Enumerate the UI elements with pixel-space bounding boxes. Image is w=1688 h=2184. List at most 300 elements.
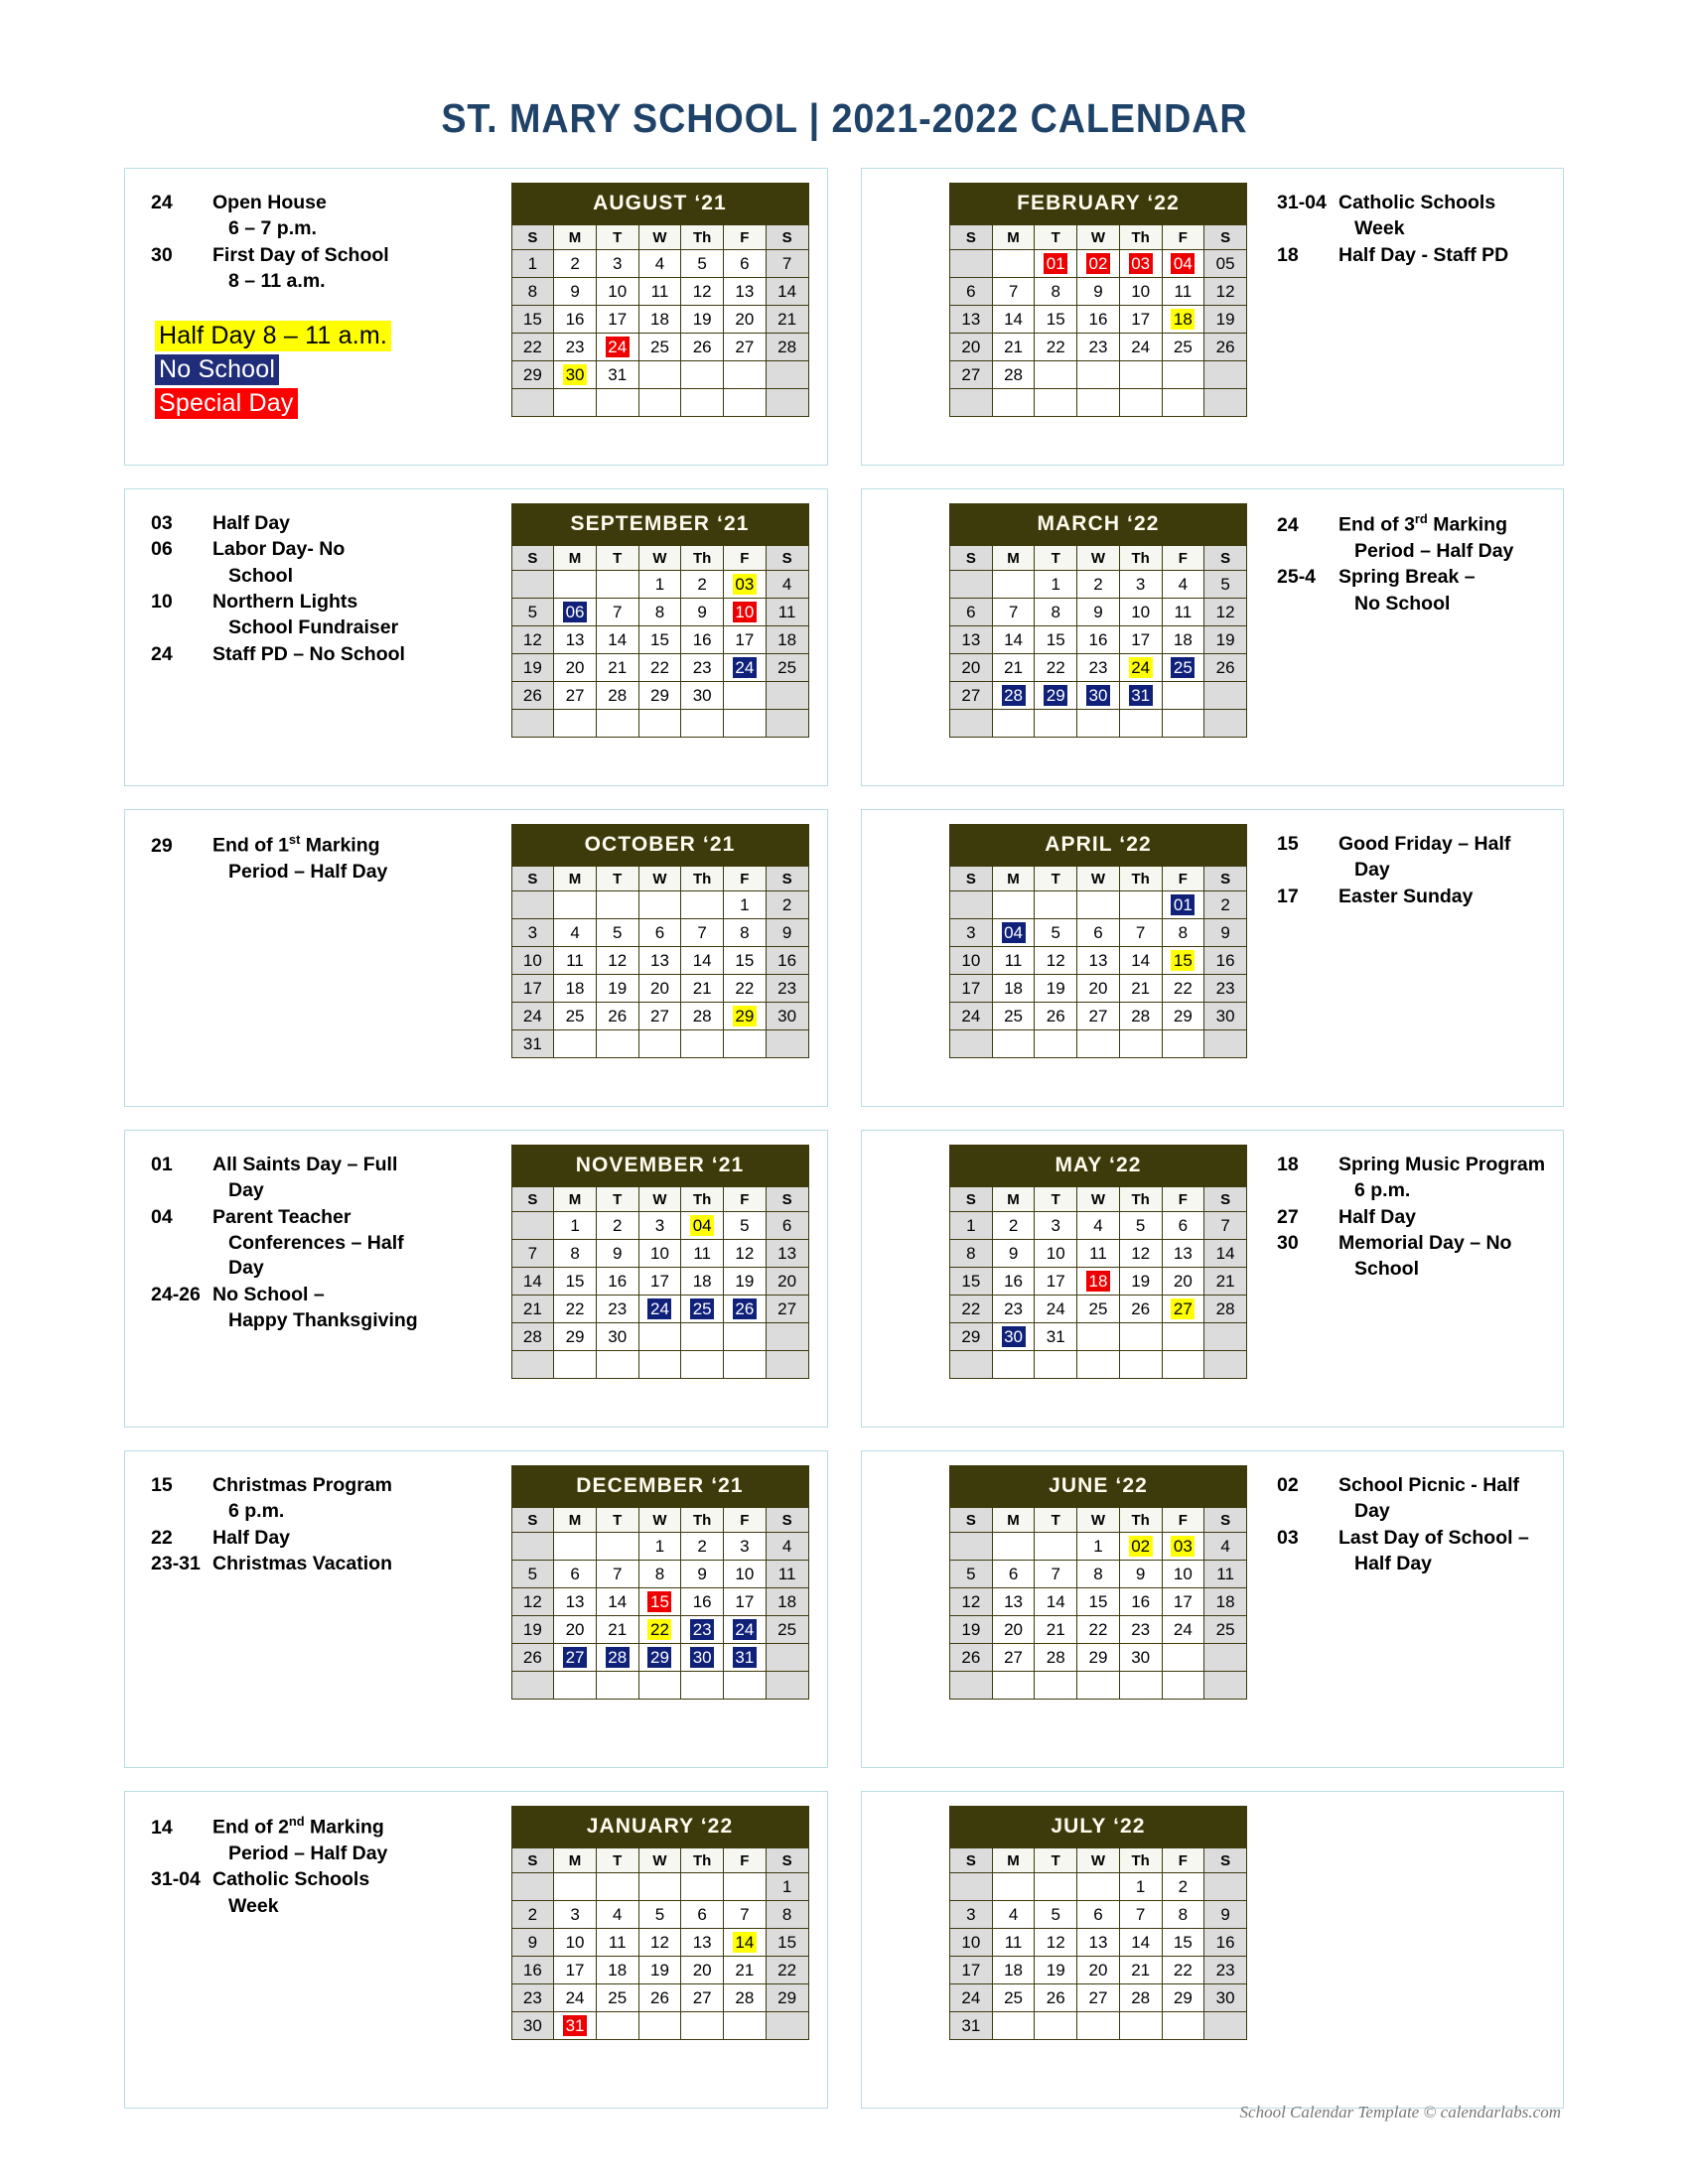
day-cell[interactable] (1077, 1929, 1119, 1956)
day-cell[interactable] (1035, 1929, 1076, 1956)
day-cell[interactable] (724, 626, 766, 653)
day-cell[interactable] (993, 599, 1035, 625)
day-cell[interactable] (597, 1240, 638, 1267)
day-cell[interactable] (1077, 250, 1119, 277)
day-cell[interactable] (554, 710, 596, 737)
day-cell[interactable] (554, 2012, 596, 2039)
day-cell[interactable] (767, 654, 808, 681)
day-cell[interactable] (1035, 1672, 1076, 1699)
day-cell[interactable] (1120, 1588, 1162, 1615)
day-cell[interactable] (767, 947, 808, 974)
day-cell[interactable] (724, 306, 766, 333)
day-cell[interactable] (767, 1003, 808, 1029)
day-cell[interactable] (1035, 1984, 1076, 2011)
day-cell[interactable] (639, 891, 681, 918)
day-cell[interactable] (1077, 1240, 1119, 1267)
day-cell[interactable] (1204, 975, 1246, 1002)
day-cell[interactable] (1204, 361, 1246, 388)
day-cell[interactable] (1035, 1030, 1076, 1057)
day-cell[interactable] (1163, 389, 1204, 416)
day-cell[interactable] (681, 599, 723, 625)
day-cell[interactable] (681, 1212, 723, 1239)
day-cell[interactable] (639, 1296, 681, 1322)
day-cell[interactable] (724, 1929, 766, 1956)
day-cell[interactable] (681, 1588, 723, 1615)
day-cell[interactable] (950, 1240, 992, 1267)
day-cell[interactable] (1035, 1351, 1076, 1378)
day-cell[interactable] (1163, 682, 1204, 709)
day-cell[interactable] (554, 1240, 596, 1267)
day-cell[interactable] (950, 250, 992, 277)
day-cell[interactable] (1035, 599, 1076, 625)
day-cell[interactable] (512, 1030, 554, 1057)
day-cell[interactable] (1077, 1901, 1119, 1928)
day-cell[interactable] (1120, 1873, 1162, 1900)
day-cell[interactable] (1077, 361, 1119, 388)
day-cell[interactable] (1204, 1672, 1246, 1699)
day-cell[interactable] (639, 947, 681, 974)
day-cell[interactable] (639, 1323, 681, 1350)
day-cell[interactable] (554, 1672, 596, 1699)
day-cell[interactable] (639, 1351, 681, 1378)
day-cell[interactable] (639, 571, 681, 598)
day-cell[interactable] (724, 334, 766, 360)
day-cell[interactable] (681, 1003, 723, 1029)
day-cell[interactable] (1035, 1003, 1076, 1029)
day-cell[interactable] (639, 1533, 681, 1560)
day-cell[interactable] (767, 1030, 808, 1057)
day-cell[interactable] (724, 682, 766, 709)
day-cell[interactable] (554, 1351, 596, 1378)
day-cell[interactable] (1077, 1212, 1119, 1239)
day-cell[interactable] (639, 654, 681, 681)
day-cell[interactable] (767, 682, 808, 709)
day-cell[interactable] (767, 891, 808, 918)
day-cell[interactable] (1077, 2012, 1119, 2039)
day-cell[interactable] (724, 571, 766, 598)
day-cell[interactable] (1120, 599, 1162, 625)
day-cell[interactable] (993, 1672, 1035, 1699)
day-cell[interactable] (1163, 1929, 1204, 1956)
day-cell[interactable] (950, 1323, 992, 1350)
day-cell[interactable] (1163, 1561, 1204, 1587)
day-cell[interactable] (1204, 334, 1246, 360)
day-cell[interactable] (1077, 1030, 1119, 1057)
day-cell[interactable] (950, 1672, 992, 1699)
day-cell[interactable] (1204, 626, 1246, 653)
day-cell[interactable] (512, 682, 554, 709)
day-cell[interactable] (993, 1533, 1035, 1560)
day-cell[interactable] (950, 571, 992, 598)
day-cell[interactable] (512, 361, 554, 388)
day-cell[interactable] (1035, 334, 1076, 360)
day-cell[interactable] (512, 2012, 554, 2039)
day-cell[interactable] (1120, 1323, 1162, 1350)
day-cell[interactable] (639, 1030, 681, 1057)
day-cell[interactable] (512, 1957, 554, 1983)
day-cell[interactable] (1163, 1873, 1204, 1900)
day-cell[interactable] (1204, 1616, 1246, 1643)
day-cell[interactable] (993, 1929, 1035, 1956)
day-cell[interactable] (1163, 1323, 1204, 1350)
day-cell[interactable] (639, 1901, 681, 1928)
day-cell[interactable] (1035, 975, 1076, 1002)
day-cell[interactable] (1163, 1672, 1204, 1699)
day-cell[interactable] (1120, 1533, 1162, 1560)
day-cell[interactable] (681, 891, 723, 918)
day-cell[interactable] (724, 1901, 766, 1928)
day-cell[interactable] (554, 975, 596, 1002)
day-cell[interactable] (767, 1873, 808, 1900)
day-cell[interactable] (639, 361, 681, 388)
day-cell[interactable] (724, 1296, 766, 1322)
day-cell[interactable] (1163, 975, 1204, 1002)
day-cell[interactable] (767, 1268, 808, 1295)
day-cell[interactable] (767, 1901, 808, 1928)
day-cell[interactable] (993, 710, 1035, 737)
day-cell[interactable] (1077, 389, 1119, 416)
day-cell[interactable] (950, 1351, 992, 1378)
day-cell[interactable] (1120, 891, 1162, 918)
day-cell[interactable] (1204, 1268, 1246, 1295)
day-cell[interactable] (1163, 1351, 1204, 1378)
day-cell[interactable] (597, 361, 638, 388)
day-cell[interactable] (1163, 1212, 1204, 1239)
day-cell[interactable] (1077, 571, 1119, 598)
day-cell[interactable] (767, 389, 808, 416)
day-cell[interactable] (512, 919, 554, 946)
day-cell[interactable] (993, 1296, 1035, 1322)
day-cell[interactable] (1204, 710, 1246, 737)
day-cell[interactable] (1163, 250, 1204, 277)
day-cell[interactable] (950, 1561, 992, 1587)
day-cell[interactable] (597, 250, 638, 277)
day-cell[interactable] (554, 1003, 596, 1029)
day-cell[interactable] (681, 1957, 723, 1983)
day-cell[interactable] (681, 919, 723, 946)
day-cell[interactable] (993, 975, 1035, 1002)
day-cell[interactable] (597, 1901, 638, 1928)
day-cell[interactable] (993, 1323, 1035, 1350)
day-cell[interactable] (724, 2012, 766, 2039)
day-cell[interactable] (597, 571, 638, 598)
day-cell[interactable] (681, 975, 723, 1002)
day-cell[interactable] (1077, 947, 1119, 974)
day-cell[interactable] (1077, 1296, 1119, 1322)
day-cell[interactable] (950, 626, 992, 653)
day-cell[interactable] (950, 389, 992, 416)
day-cell[interactable] (724, 1533, 766, 1560)
day-cell[interactable] (1204, 891, 1246, 918)
day-cell[interactable] (597, 1212, 638, 1239)
day-cell[interactable] (767, 599, 808, 625)
day-cell[interactable] (767, 1533, 808, 1560)
day-cell[interactable] (1077, 1351, 1119, 1378)
day-cell[interactable] (681, 1929, 723, 1956)
day-cell[interactable] (597, 1957, 638, 1983)
day-cell[interactable] (1120, 250, 1162, 277)
day-cell[interactable] (1163, 919, 1204, 946)
day-cell[interactable] (724, 947, 766, 974)
day-cell[interactable] (724, 654, 766, 681)
day-cell[interactable] (724, 1957, 766, 1983)
day-cell[interactable] (1120, 1644, 1162, 1671)
day-cell[interactable] (1120, 919, 1162, 946)
day-cell[interactable] (597, 2012, 638, 2039)
day-cell[interactable] (1035, 1533, 1076, 1560)
day-cell[interactable] (639, 1672, 681, 1699)
day-cell[interactable] (639, 1616, 681, 1643)
day-cell[interactable] (681, 710, 723, 737)
day-cell[interactable] (1077, 710, 1119, 737)
day-cell[interactable] (554, 1984, 596, 2011)
day-cell[interactable] (1120, 2012, 1162, 2039)
day-cell[interactable] (1120, 1240, 1162, 1267)
day-cell[interactable] (1035, 947, 1076, 974)
day-cell[interactable] (950, 1268, 992, 1295)
day-cell[interactable] (1077, 278, 1119, 305)
day-cell[interactable] (1204, 1873, 1246, 1900)
day-cell[interactable] (554, 306, 596, 333)
day-cell[interactable] (597, 1984, 638, 2011)
day-cell[interactable] (724, 1672, 766, 1699)
day-cell[interactable] (512, 1929, 554, 1956)
day-cell[interactable] (767, 1644, 808, 1671)
day-cell[interactable] (639, 626, 681, 653)
day-cell[interactable] (597, 947, 638, 974)
day-cell[interactable] (993, 626, 1035, 653)
day-cell[interactable] (1163, 1644, 1204, 1671)
day-cell[interactable] (1035, 1323, 1076, 1350)
day-cell[interactable] (1035, 710, 1076, 737)
day-cell[interactable] (512, 1616, 554, 1643)
day-cell[interactable] (950, 975, 992, 1002)
day-cell[interactable] (597, 710, 638, 737)
day-cell[interactable] (597, 306, 638, 333)
day-cell[interactable] (639, 1212, 681, 1239)
day-cell[interactable] (1077, 1533, 1119, 1560)
day-cell[interactable] (767, 1212, 808, 1239)
day-cell[interactable] (639, 2012, 681, 2039)
day-cell[interactable] (724, 919, 766, 946)
day-cell[interactable] (767, 361, 808, 388)
day-cell[interactable] (554, 891, 596, 918)
day-cell[interactable] (597, 1929, 638, 1956)
day-cell[interactable] (1077, 919, 1119, 946)
day-cell[interactable] (767, 250, 808, 277)
day-cell[interactable] (512, 571, 554, 598)
day-cell[interactable] (554, 389, 596, 416)
day-cell[interactable] (1204, 278, 1246, 305)
day-cell[interactable] (1077, 1957, 1119, 1983)
day-cell[interactable] (1163, 1533, 1204, 1560)
day-cell[interactable] (1120, 710, 1162, 737)
day-cell[interactable] (1035, 361, 1076, 388)
day-cell[interactable] (1204, 250, 1246, 277)
day-cell[interactable] (597, 1351, 638, 1378)
day-cell[interactable] (681, 389, 723, 416)
day-cell[interactable] (1204, 1003, 1246, 1029)
day-cell[interactable] (512, 1672, 554, 1699)
day-cell[interactable] (1077, 1672, 1119, 1699)
day-cell[interactable] (950, 306, 992, 333)
day-cell[interactable] (1035, 626, 1076, 653)
day-cell[interactable] (724, 1030, 766, 1057)
day-cell[interactable] (1120, 1030, 1162, 1057)
day-cell[interactable] (1035, 278, 1076, 305)
day-cell[interactable] (681, 1561, 723, 1587)
day-cell[interactable] (639, 682, 681, 709)
day-cell[interactable] (681, 1533, 723, 1560)
day-cell[interactable] (554, 654, 596, 681)
day-cell[interactable] (950, 1588, 992, 1615)
day-cell[interactable] (767, 2012, 808, 2039)
day-cell[interactable] (1120, 1351, 1162, 1378)
day-cell[interactable] (681, 1323, 723, 1350)
day-cell[interactable] (1204, 1957, 1246, 1983)
day-cell[interactable] (554, 1644, 596, 1671)
day-cell[interactable] (597, 389, 638, 416)
day-cell[interactable] (639, 278, 681, 305)
day-cell[interactable] (554, 626, 596, 653)
day-cell[interactable] (950, 1003, 992, 1029)
day-cell[interactable] (554, 361, 596, 388)
day-cell[interactable] (1035, 2012, 1076, 2039)
day-cell[interactable] (597, 1268, 638, 1295)
day-cell[interactable] (950, 1296, 992, 1322)
day-cell[interactable] (639, 1561, 681, 1587)
day-cell[interactable] (993, 1268, 1035, 1295)
day-cell[interactable] (767, 1240, 808, 1267)
day-cell[interactable] (724, 1644, 766, 1671)
day-cell[interactable] (554, 1296, 596, 1322)
day-cell[interactable] (1120, 947, 1162, 974)
day-cell[interactable] (1077, 891, 1119, 918)
day-cell[interactable] (681, 278, 723, 305)
day-cell[interactable] (1120, 1212, 1162, 1239)
day-cell[interactable] (512, 1212, 554, 1239)
day-cell[interactable] (1204, 1588, 1246, 1615)
day-cell[interactable] (639, 1268, 681, 1295)
day-cell[interactable] (1077, 1588, 1119, 1615)
day-cell[interactable] (512, 1984, 554, 2011)
day-cell[interactable] (1204, 947, 1246, 974)
day-cell[interactable] (1120, 1296, 1162, 1322)
day-cell[interactable] (1077, 1873, 1119, 1900)
day-cell[interactable] (639, 1588, 681, 1615)
day-cell[interactable] (597, 975, 638, 1002)
day-cell[interactable] (554, 1030, 596, 1057)
day-cell[interactable] (554, 682, 596, 709)
day-cell[interactable] (1163, 1296, 1204, 1322)
day-cell[interactable] (1204, 1030, 1246, 1057)
day-cell[interactable] (639, 919, 681, 946)
day-cell[interactable] (681, 1984, 723, 2011)
day-cell[interactable] (639, 1929, 681, 1956)
day-cell[interactable] (1077, 1323, 1119, 1350)
day-cell[interactable] (950, 1212, 992, 1239)
day-cell[interactable] (767, 1561, 808, 1587)
day-cell[interactable] (1035, 919, 1076, 946)
day-cell[interactable] (1204, 1644, 1246, 1671)
day-cell[interactable] (597, 1030, 638, 1057)
day-cell[interactable] (512, 1561, 554, 1587)
day-cell[interactable] (597, 919, 638, 946)
day-cell[interactable] (1204, 919, 1246, 946)
day-cell[interactable] (993, 1588, 1035, 1615)
day-cell[interactable] (639, 1644, 681, 1671)
day-cell[interactable] (993, 2012, 1035, 2039)
day-cell[interactable] (1204, 1929, 1246, 1956)
day-cell[interactable] (1077, 626, 1119, 653)
day-cell[interactable] (767, 1296, 808, 1322)
day-cell[interactable] (1163, 334, 1204, 360)
day-cell[interactable] (554, 1268, 596, 1295)
day-cell[interactable] (1035, 1957, 1076, 1983)
day-cell[interactable] (1204, 1296, 1246, 1322)
day-cell[interactable] (993, 947, 1035, 974)
day-cell[interactable] (1204, 1240, 1246, 1267)
day-cell[interactable] (1204, 654, 1246, 681)
day-cell[interactable] (1120, 1957, 1162, 1983)
day-cell[interactable] (554, 1873, 596, 1900)
day-cell[interactable] (1204, 1323, 1246, 1350)
day-cell[interactable] (993, 571, 1035, 598)
day-cell[interactable] (1120, 1929, 1162, 1956)
day-cell[interactable] (554, 919, 596, 946)
day-cell[interactable] (767, 1616, 808, 1643)
day-cell[interactable] (597, 334, 638, 360)
day-cell[interactable] (1204, 1212, 1246, 1239)
day-cell[interactable] (1077, 599, 1119, 625)
day-cell[interactable] (1204, 682, 1246, 709)
day-cell[interactable] (993, 334, 1035, 360)
day-cell[interactable] (639, 306, 681, 333)
day-cell[interactable] (681, 571, 723, 598)
day-cell[interactable] (1120, 334, 1162, 360)
day-cell[interactable] (767, 1957, 808, 1983)
day-cell[interactable] (1077, 1616, 1119, 1643)
day-cell[interactable] (554, 1929, 596, 1956)
day-cell[interactable] (724, 710, 766, 737)
day-cell[interactable] (724, 361, 766, 388)
day-cell[interactable] (767, 1323, 808, 1350)
day-cell[interactable] (993, 1616, 1035, 1643)
day-cell[interactable] (1035, 1268, 1076, 1295)
day-cell[interactable] (1120, 1616, 1162, 1643)
day-cell[interactable] (597, 1873, 638, 1900)
day-cell[interactable] (1035, 654, 1076, 681)
day-cell[interactable] (681, 1268, 723, 1295)
day-cell[interactable] (724, 599, 766, 625)
day-cell[interactable] (554, 1901, 596, 1928)
day-cell[interactable] (993, 1561, 1035, 1587)
day-cell[interactable] (639, 1003, 681, 1029)
day-cell[interactable] (950, 891, 992, 918)
day-cell[interactable] (554, 947, 596, 974)
day-cell[interactable] (1035, 306, 1076, 333)
day-cell[interactable] (993, 654, 1035, 681)
day-cell[interactable] (724, 1212, 766, 1239)
day-cell[interactable] (554, 1212, 596, 1239)
day-cell[interactable] (1120, 1672, 1162, 1699)
day-cell[interactable] (1163, 1957, 1204, 1983)
day-cell[interactable] (1035, 1588, 1076, 1615)
day-cell[interactable] (1163, 599, 1204, 625)
day-cell[interactable] (950, 1984, 992, 2011)
day-cell[interactable] (1204, 2012, 1246, 2039)
day-cell[interactable] (1163, 306, 1204, 333)
